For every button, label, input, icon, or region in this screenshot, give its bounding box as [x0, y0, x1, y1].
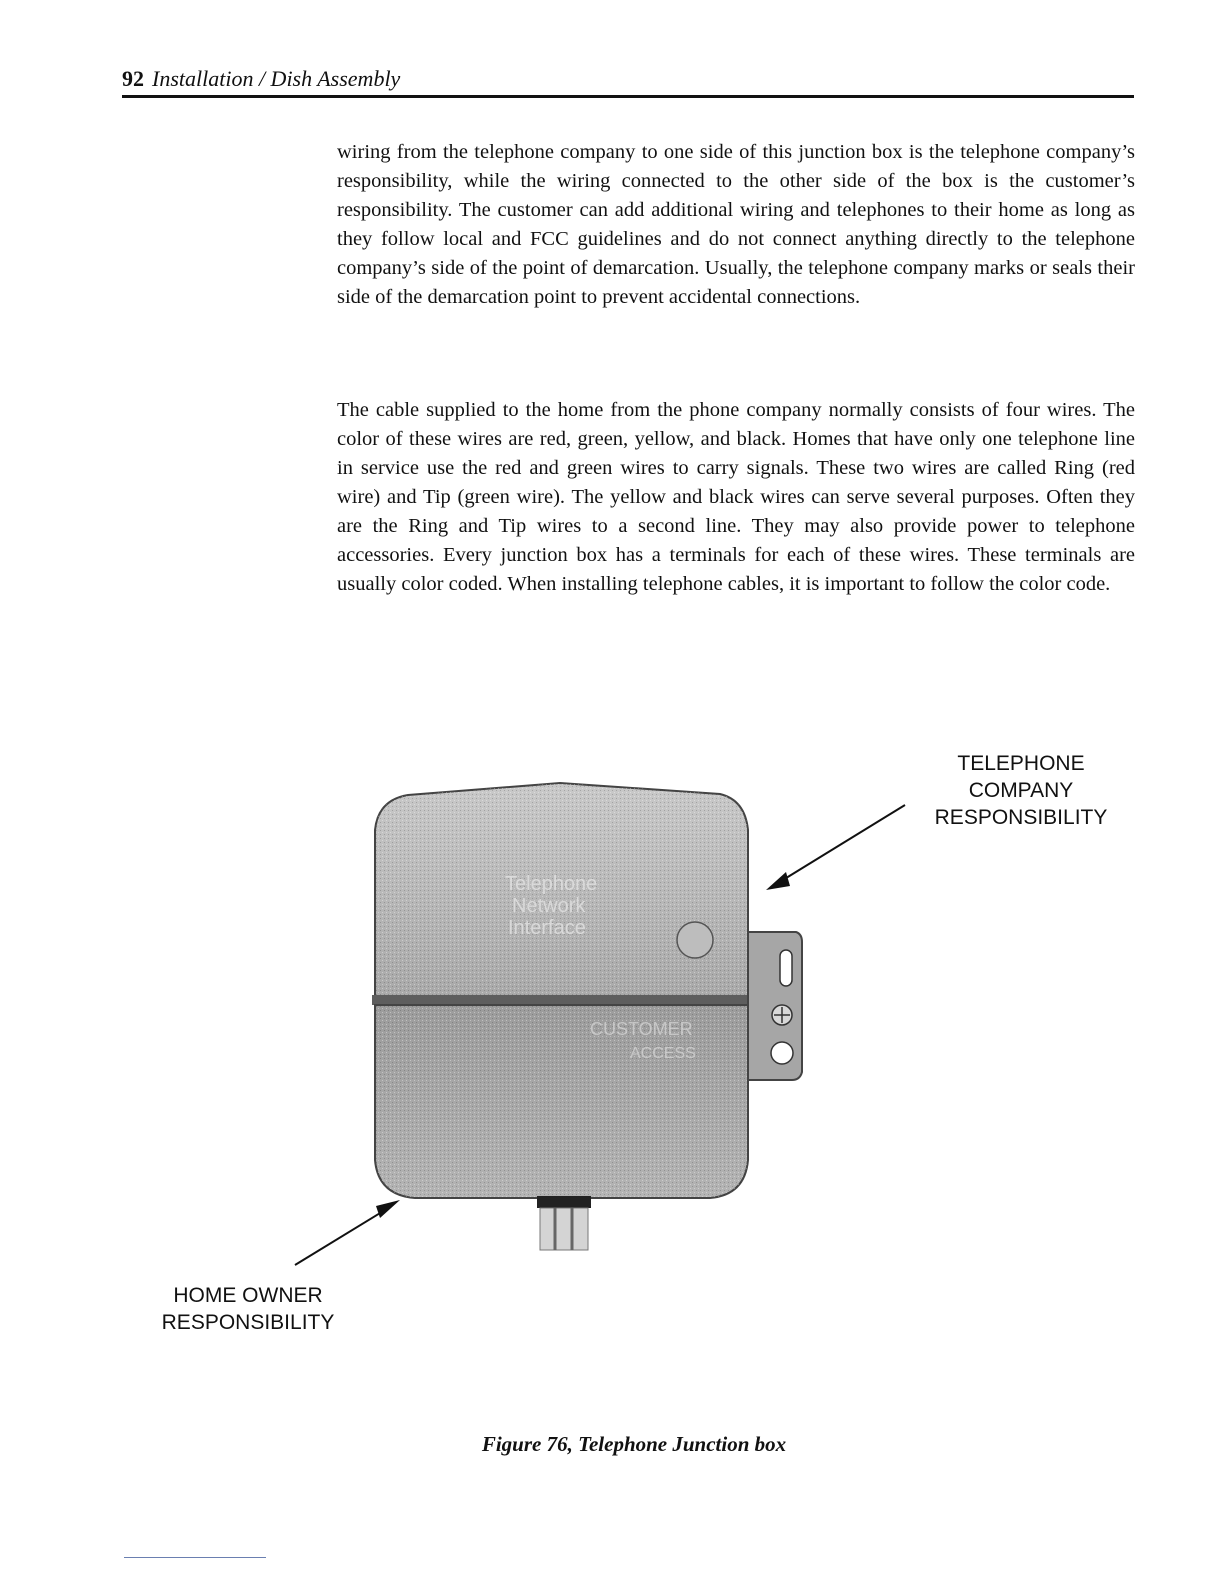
- body-paragraph-2: The cable supplied to the home from the phone company normally consists of four wires. The color of these wires are red, green, yellow, and black. Homes that have only one telephone line in service use the red and green wires to carry signals. These two wires are called Ring (red wire) and Tip (green wire). The yellow and black wires can serve several purposes. Often they are the Ring and Tip wires to a second line. They may also provide power to telephone accessories. Every junction box has a terminals for each of these wires. These terminals are usually color coded. When installing telephone cables, it is important to follow the color code.: [337, 399, 1135, 595]
- telephone-company-label-line-1: TELEPHONE: [957, 752, 1085, 775]
- cover-seam: [372, 995, 752, 1005]
- cover-screw: [677, 922, 713, 958]
- page-number: 92: [122, 66, 144, 91]
- section-title: Installation / Dish Assembly: [152, 66, 401, 91]
- figure-caption: Figure 76, Telephone Junction box: [481, 1432, 787, 1456]
- cable-wires: [540, 1208, 588, 1250]
- telephone-company-label-line-3: RESPONSIBILITY: [934, 806, 1108, 829]
- svg-text:ACCESS: ACCESS: [630, 1045, 696, 1062]
- svg-text:Network: Network: [512, 895, 586, 917]
- svg-text:CUSTOMER: CUSTOMER: [590, 1019, 693, 1039]
- svg-text:Telephone: Telephone: [505, 873, 598, 895]
- home-owner-arrow: [295, 1207, 390, 1265]
- cable-entry: [537, 1196, 591, 1208]
- telephone-company-label: [906, 750, 1136, 831]
- footer-rule: [124, 1557, 266, 1558]
- running-head: [122, 64, 400, 94]
- home-owner-label: [142, 1282, 354, 1336]
- home-owner-label-line-1: HOME OWNER: [173, 1284, 323, 1307]
- telephone-company-label-line-2: COMPANY: [968, 779, 1074, 802]
- header-rule: [122, 95, 1134, 98]
- home-owner-label-line-2: RESPONSIBILITY: [161, 1311, 335, 1334]
- body-paragraph-1: wiring from the telephone company to one side of this junction box is the telephone company’s responsibility, while the wiring connected to the other side of the box is the customer’s responsibility. The customer can add additional wiring and telephones to their home as long as they follow local and FCC guidelines and do not connect anything directly to the telephone company’s side of the point of demarcation. Usually, the telephone company marks or seals their side of the demarcation point to prevent accidental connections.: [337, 141, 1135, 308]
- svg-text:Interface: Interface: [508, 917, 586, 939]
- telephone-company-arrow: [778, 805, 905, 883]
